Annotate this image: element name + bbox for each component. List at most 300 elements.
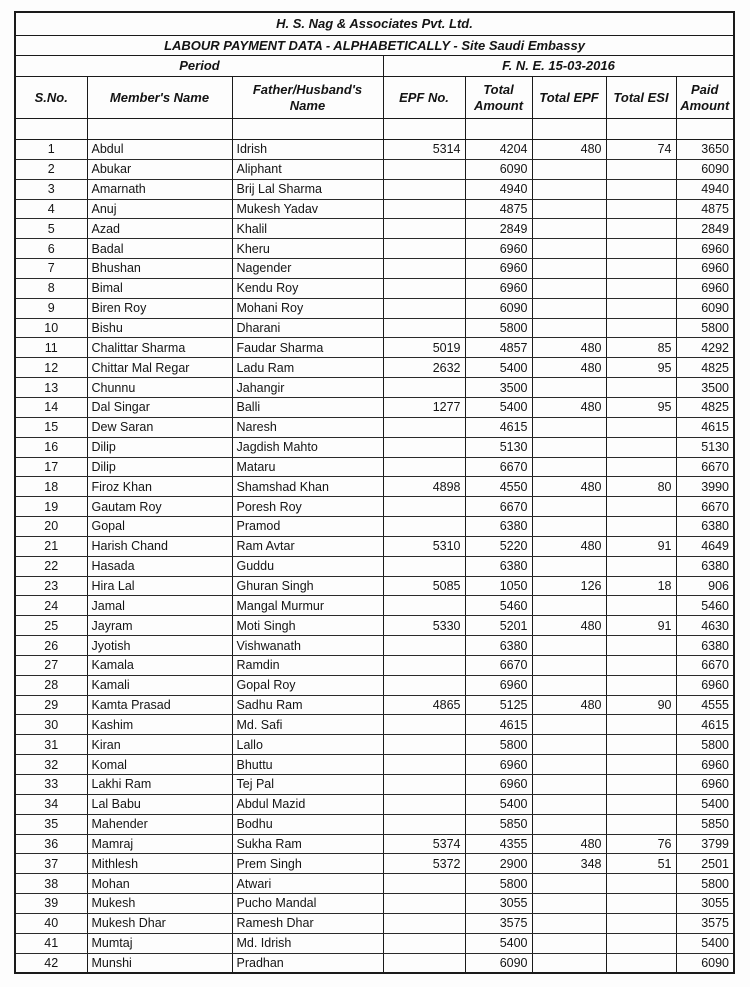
cell-total-epf (532, 814, 606, 834)
cell-member-name: Chalittar Sharma (87, 338, 232, 358)
col-header-total-epf: Total EPF (532, 77, 606, 119)
table-row (16, 675, 733, 695)
cell-epf-no (383, 775, 465, 795)
cell-total-epf (532, 953, 606, 972)
cell-total-esi (606, 775, 676, 795)
cell-father-name: Dharani (232, 318, 383, 338)
cell-epf-no (383, 378, 465, 398)
cell-total-epf (532, 755, 606, 775)
cell-sno: 30 (16, 715, 87, 735)
table-row (16, 259, 733, 279)
table-row (16, 616, 733, 636)
cell-total-esi (606, 755, 676, 775)
cell-paid-amount: 4649 (676, 536, 733, 556)
cell-father-name: Shamshad Khan (232, 477, 383, 497)
cell-total-amount: 2849 (465, 219, 532, 239)
cell-father-name: Mohani Roy (232, 298, 383, 318)
cell-total-amount: 1050 (465, 576, 532, 596)
cell-father-name: Vishwanath (232, 636, 383, 656)
cell-member-name: Azad (87, 219, 232, 239)
cell-paid-amount: 906 (676, 576, 733, 596)
cell-total-epf: 480 (532, 695, 606, 715)
period-label: Period (16, 56, 384, 76)
cell-total-epf: 480 (532, 834, 606, 854)
cell-paid-amount: 4630 (676, 616, 733, 636)
cell-member-name: Lal Babu (87, 794, 232, 814)
cell-total-esi: 85 (606, 338, 676, 358)
cell-sno: 10 (16, 318, 87, 338)
cell-epf-no (383, 199, 465, 219)
cell-total-esi (606, 715, 676, 735)
table-row (16, 239, 733, 259)
cell-sno: 5 (16, 219, 87, 239)
cell-total-esi: 91 (606, 616, 676, 636)
cell-member-name: Kashim (87, 715, 232, 735)
cell-total-epf (532, 655, 606, 675)
cell-total-epf (532, 894, 606, 914)
cell-member-name: Biren Roy (87, 298, 232, 318)
cell-epf-no (383, 636, 465, 656)
cell-total-amount: 5800 (465, 735, 532, 755)
cell-epf-no (383, 517, 465, 537)
cell-epf-no (383, 159, 465, 179)
table-row (16, 536, 733, 556)
cell-epf-no (383, 497, 465, 517)
cell-father-name: Pramod (232, 517, 383, 537)
cell-total-esi: 51 (606, 854, 676, 874)
cell-sno: 24 (16, 596, 87, 616)
cell-total-amount: 6090 (465, 953, 532, 972)
cell-total-epf (532, 159, 606, 179)
cell-sno: 37 (16, 854, 87, 874)
cell-epf-no (383, 278, 465, 298)
cell-sno: 13 (16, 378, 87, 398)
cell-father-name: Guddu (232, 556, 383, 576)
cell-father-name: Mukesh Yadav (232, 199, 383, 219)
table-row (16, 358, 733, 378)
cell-total-epf: 348 (532, 854, 606, 874)
cell-father-name: Idrish (232, 140, 383, 160)
cell-total-epf (532, 259, 606, 279)
cell-member-name: Anuj (87, 199, 232, 219)
cell-member-name: Abdul (87, 140, 232, 160)
cell-member-name: Jyotish (87, 636, 232, 656)
cell-total-amount: 6960 (465, 239, 532, 259)
cell-total-esi (606, 596, 676, 616)
cell-sno: 25 (16, 616, 87, 636)
table-row (16, 894, 733, 914)
cell-total-amount: 3500 (465, 378, 532, 398)
cell-father-name: Bodhu (232, 814, 383, 834)
cell-paid-amount: 5850 (676, 814, 733, 834)
cell-total-amount: 4615 (465, 417, 532, 437)
cell-sno: 6 (16, 239, 87, 259)
cell-total-epf (532, 199, 606, 219)
cell-father-name: Tej Pal (232, 775, 383, 795)
cell-paid-amount: 6380 (676, 556, 733, 576)
cell-epf-no (383, 457, 465, 477)
cell-sno: 27 (16, 655, 87, 675)
cell-father-name: Mataru (232, 457, 383, 477)
cell-member-name: Mithlesh (87, 854, 232, 874)
cell-member-name: Kamala (87, 655, 232, 675)
cell-total-esi: 74 (606, 140, 676, 160)
cell-total-esi (606, 497, 676, 517)
cell-total-esi (606, 199, 676, 219)
cell-father-name: Pradhan (232, 953, 383, 972)
cell-father-name: Jahangir (232, 378, 383, 398)
cell-sno: 12 (16, 358, 87, 378)
cell-total-amount: 5800 (465, 874, 532, 894)
cell-paid-amount: 6670 (676, 655, 733, 675)
cell-sno: 35 (16, 814, 87, 834)
cell-member-name: Bishu (87, 318, 232, 338)
cell-epf-no: 5374 (383, 834, 465, 854)
cell-total-amount: 6960 (465, 775, 532, 795)
cell-paid-amount: 3799 (676, 834, 733, 854)
cell-father-name: Aliphant (232, 159, 383, 179)
cell-paid-amount: 5800 (676, 874, 733, 894)
cell-total-esi (606, 318, 676, 338)
cell-total-epf (532, 556, 606, 576)
cell-total-esi (606, 636, 676, 656)
cell-member-name: Bhushan (87, 259, 232, 279)
cell-sno: 16 (16, 437, 87, 457)
cell-sno: 2 (16, 159, 87, 179)
cell-sno: 39 (16, 894, 87, 914)
cell-total-esi (606, 517, 676, 537)
cell-father-name: Sukha Ram (232, 834, 383, 854)
cell-total-amount: 5400 (465, 933, 532, 953)
cell-epf-no: 1277 (383, 397, 465, 417)
cell-epf-no (383, 556, 465, 576)
company-name: H. S. Nag & Associates Pvt. Ltd. (16, 13, 733, 36)
cell-total-esi (606, 894, 676, 914)
cell-total-epf (532, 775, 606, 795)
cell-paid-amount: 3650 (676, 140, 733, 160)
cell-member-name: Kamali (87, 675, 232, 695)
cell-paid-amount: 5400 (676, 794, 733, 814)
cell-total-amount: 5201 (465, 616, 532, 636)
cell-total-esi (606, 735, 676, 755)
cell-total-amount: 6960 (465, 755, 532, 775)
cell-member-name: Abukar (87, 159, 232, 179)
table-row (16, 913, 733, 933)
cell-father-name: Balli (232, 397, 383, 417)
cell-paid-amount: 4615 (676, 417, 733, 437)
cell-total-epf: 480 (532, 140, 606, 160)
cell-father-name: Faudar Sharma (232, 338, 383, 358)
cell-total-esi (606, 655, 676, 675)
cell-paid-amount: 5800 (676, 735, 733, 755)
cell-member-name: Bimal (87, 278, 232, 298)
cell-paid-amount: 6960 (676, 239, 733, 259)
cell-total-amount: 5400 (465, 397, 532, 417)
cell-total-amount: 6960 (465, 259, 532, 279)
cell-sno: 26 (16, 636, 87, 656)
cell-epf-no (383, 437, 465, 457)
table-row (16, 695, 733, 715)
cell-paid-amount: 4825 (676, 358, 733, 378)
cell-total-epf (532, 913, 606, 933)
cell-sno: 41 (16, 933, 87, 953)
cell-epf-no: 5314 (383, 140, 465, 160)
cell-member-name: Mumtaj (87, 933, 232, 953)
cell-father-name: Md. Safi (232, 715, 383, 735)
period-value: F. N. E. 15-03-2016 (502, 58, 615, 73)
cell-paid-amount: 6090 (676, 298, 733, 318)
cell-total-amount: 5125 (465, 695, 532, 715)
cell-total-epf (532, 933, 606, 953)
cell-total-esi (606, 219, 676, 239)
spacer-row (16, 119, 733, 140)
cell-paid-amount: 6670 (676, 497, 733, 517)
cell-epf-no (383, 239, 465, 259)
table-row (16, 715, 733, 735)
cell-total-epf (532, 179, 606, 199)
cell-paid-amount: 6090 (676, 159, 733, 179)
cell-total-amount: 4355 (465, 834, 532, 854)
col-header-sno: S.No. (16, 77, 87, 119)
cell-total-epf (532, 219, 606, 239)
cell-total-esi (606, 278, 676, 298)
cell-total-amount: 6670 (465, 655, 532, 675)
cell-sno: 23 (16, 576, 87, 596)
report-title: LABOUR PAYMENT DATA - ALPHABETICALLY - Site Saudi Embassy (16, 36, 733, 56)
cell-member-name: Dilip (87, 437, 232, 457)
col-header-epf-no: EPF No. (383, 77, 465, 119)
cell-member-name: Kamta Prasad (87, 695, 232, 715)
cell-total-epf: 480 (532, 616, 606, 636)
cell-epf-no: 5085 (383, 576, 465, 596)
cell-sno: 31 (16, 735, 87, 755)
cell-paid-amount: 5400 (676, 933, 733, 953)
cell-epf-no (383, 874, 465, 894)
cell-epf-no: 4898 (383, 477, 465, 497)
cell-sno: 21 (16, 536, 87, 556)
col-header-paid-amount: Paid Amount (676, 77, 733, 119)
cell-total-esi (606, 953, 676, 972)
table-row (16, 735, 733, 755)
cell-paid-amount: 6960 (676, 675, 733, 695)
cell-total-epf (532, 596, 606, 616)
table-row (16, 140, 733, 160)
cell-member-name: Dew Saran (87, 417, 232, 437)
cell-paid-amount: 5130 (676, 437, 733, 457)
cell-sno: 18 (16, 477, 87, 497)
cell-total-epf (532, 278, 606, 298)
cell-epf-no (383, 298, 465, 318)
table-row (16, 556, 733, 576)
cell-father-name: Moti Singh (232, 616, 383, 636)
cell-member-name: Kiran (87, 735, 232, 755)
cell-father-name: Poresh Roy (232, 497, 383, 517)
cell-total-esi (606, 913, 676, 933)
cell-member-name: Munshi (87, 953, 232, 972)
cell-sno: 8 (16, 278, 87, 298)
cell-father-name: Ram Avtar (232, 536, 383, 556)
cell-total-amount: 4204 (465, 140, 532, 160)
cell-father-name: Ramdin (232, 655, 383, 675)
table-row (16, 318, 733, 338)
table-row (16, 199, 733, 219)
cell-total-amount: 4550 (465, 477, 532, 497)
cell-total-esi (606, 457, 676, 477)
cell-member-name: Mukesh (87, 894, 232, 914)
cell-sno: 9 (16, 298, 87, 318)
cell-epf-no (383, 933, 465, 953)
cell-total-esi (606, 794, 676, 814)
cell-paid-amount: 6960 (676, 755, 733, 775)
cell-total-amount: 6960 (465, 675, 532, 695)
cell-epf-no (383, 894, 465, 914)
cell-total-esi: 18 (606, 576, 676, 596)
cell-paid-amount: 4875 (676, 199, 733, 219)
cell-sno: 32 (16, 755, 87, 775)
cell-member-name: Hasada (87, 556, 232, 576)
cell-total-epf (532, 675, 606, 695)
cell-member-name: Lakhi Ram (87, 775, 232, 795)
cell-total-amount: 5850 (465, 814, 532, 834)
cell-total-epf (532, 874, 606, 894)
cell-total-esi: 80 (606, 477, 676, 497)
cell-member-name: Badal (87, 239, 232, 259)
cell-total-amount: 4940 (465, 179, 532, 199)
cell-epf-no: 4865 (383, 695, 465, 715)
cell-father-name: Ghuran Singh (232, 576, 383, 596)
cell-paid-amount: 6960 (676, 278, 733, 298)
cell-paid-amount: 4615 (676, 715, 733, 735)
cell-epf-no (383, 814, 465, 834)
cell-total-esi: 91 (606, 536, 676, 556)
cell-member-name: Jayram (87, 616, 232, 636)
cell-member-name: Hira Lal (87, 576, 232, 596)
cell-total-amount: 4615 (465, 715, 532, 735)
cell-paid-amount: 4292 (676, 338, 733, 358)
table-row (16, 636, 733, 656)
cell-father-name: Ramesh Dhar (232, 913, 383, 933)
cell-total-esi: 95 (606, 358, 676, 378)
col-header-total-esi: Total ESI (606, 77, 676, 119)
table-row (16, 397, 733, 417)
cell-total-epf (532, 457, 606, 477)
cell-epf-no (383, 675, 465, 695)
table-row (16, 298, 733, 318)
cell-sno: 3 (16, 179, 87, 199)
cell-paid-amount: 3990 (676, 477, 733, 497)
cell-total-amount: 3575 (465, 913, 532, 933)
cell-epf-no (383, 259, 465, 279)
cell-sno: 14 (16, 397, 87, 417)
period-row (16, 56, 733, 77)
cell-sno: 42 (16, 953, 87, 972)
cell-father-name: Prem Singh (232, 854, 383, 874)
cell-total-epf (532, 318, 606, 338)
cell-sno: 33 (16, 775, 87, 795)
col-header-father-name: Father/Husband's Name (232, 77, 383, 119)
payment-sheet (14, 11, 735, 974)
cell-father-name: Mangal Murmur (232, 596, 383, 616)
cell-epf-no (383, 913, 465, 933)
cell-sno: 36 (16, 834, 87, 854)
cell-total-amount: 5400 (465, 794, 532, 814)
cell-member-name: Mamraj (87, 834, 232, 854)
cell-sno: 1 (16, 140, 87, 160)
cell-member-name: Mukesh Dhar (87, 913, 232, 933)
cell-father-name: Khalil (232, 219, 383, 239)
table-row (16, 834, 733, 854)
cell-total-amount: 2900 (465, 854, 532, 874)
cell-total-amount: 5460 (465, 596, 532, 616)
cell-father-name: Atwari (232, 874, 383, 894)
cell-father-name: Bhuttu (232, 755, 383, 775)
cell-epf-no (383, 755, 465, 775)
cell-total-esi (606, 814, 676, 834)
table-row (16, 497, 733, 517)
cell-paid-amount: 2501 (676, 854, 733, 874)
cell-father-name: Gopal Roy (232, 675, 383, 695)
cell-sno: 40 (16, 913, 87, 933)
cell-total-esi (606, 556, 676, 576)
cell-total-esi (606, 239, 676, 259)
cell-paid-amount: 4555 (676, 695, 733, 715)
cell-father-name: Brij Lal Sharma (232, 179, 383, 199)
cell-sno: 22 (16, 556, 87, 576)
cell-total-epf (532, 437, 606, 457)
cell-father-name: Kheru (232, 239, 383, 259)
cell-epf-no (383, 655, 465, 675)
table-row (16, 814, 733, 834)
table-row (16, 953, 733, 972)
cell-epf-no: 5372 (383, 854, 465, 874)
cell-epf-no (383, 715, 465, 735)
cell-father-name: Sadhu Ram (232, 695, 383, 715)
table-header-row (16, 77, 733, 119)
table-row (16, 179, 733, 199)
table-row (16, 874, 733, 894)
cell-member-name: Gautam Roy (87, 497, 232, 517)
cell-total-amount: 5400 (465, 358, 532, 378)
table-row (16, 775, 733, 795)
cell-total-esi (606, 179, 676, 199)
cell-total-amount: 6380 (465, 556, 532, 576)
cell-total-epf (532, 636, 606, 656)
cell-total-amount: 5130 (465, 437, 532, 457)
cell-total-epf (532, 378, 606, 398)
cell-total-epf (532, 735, 606, 755)
cell-epf-no: 2632 (383, 358, 465, 378)
cell-total-amount: 6380 (465, 636, 532, 656)
cell-sno: 19 (16, 497, 87, 517)
cell-total-esi (606, 159, 676, 179)
cell-member-name: Dal Singar (87, 397, 232, 417)
cell-total-epf: 480 (532, 338, 606, 358)
table-row (16, 378, 733, 398)
cell-total-esi: 95 (606, 397, 676, 417)
cell-total-amount: 6090 (465, 298, 532, 318)
cell-total-esi (606, 259, 676, 279)
table-row (16, 457, 733, 477)
cell-member-name: Amarnath (87, 179, 232, 199)
cell-total-esi (606, 437, 676, 457)
cell-total-esi (606, 417, 676, 437)
cell-total-amount: 4875 (465, 199, 532, 219)
cell-paid-amount: 5460 (676, 596, 733, 616)
table-row (16, 655, 733, 675)
cell-epf-no (383, 735, 465, 755)
cell-member-name: Firoz Khan (87, 477, 232, 497)
cell-epf-no (383, 596, 465, 616)
